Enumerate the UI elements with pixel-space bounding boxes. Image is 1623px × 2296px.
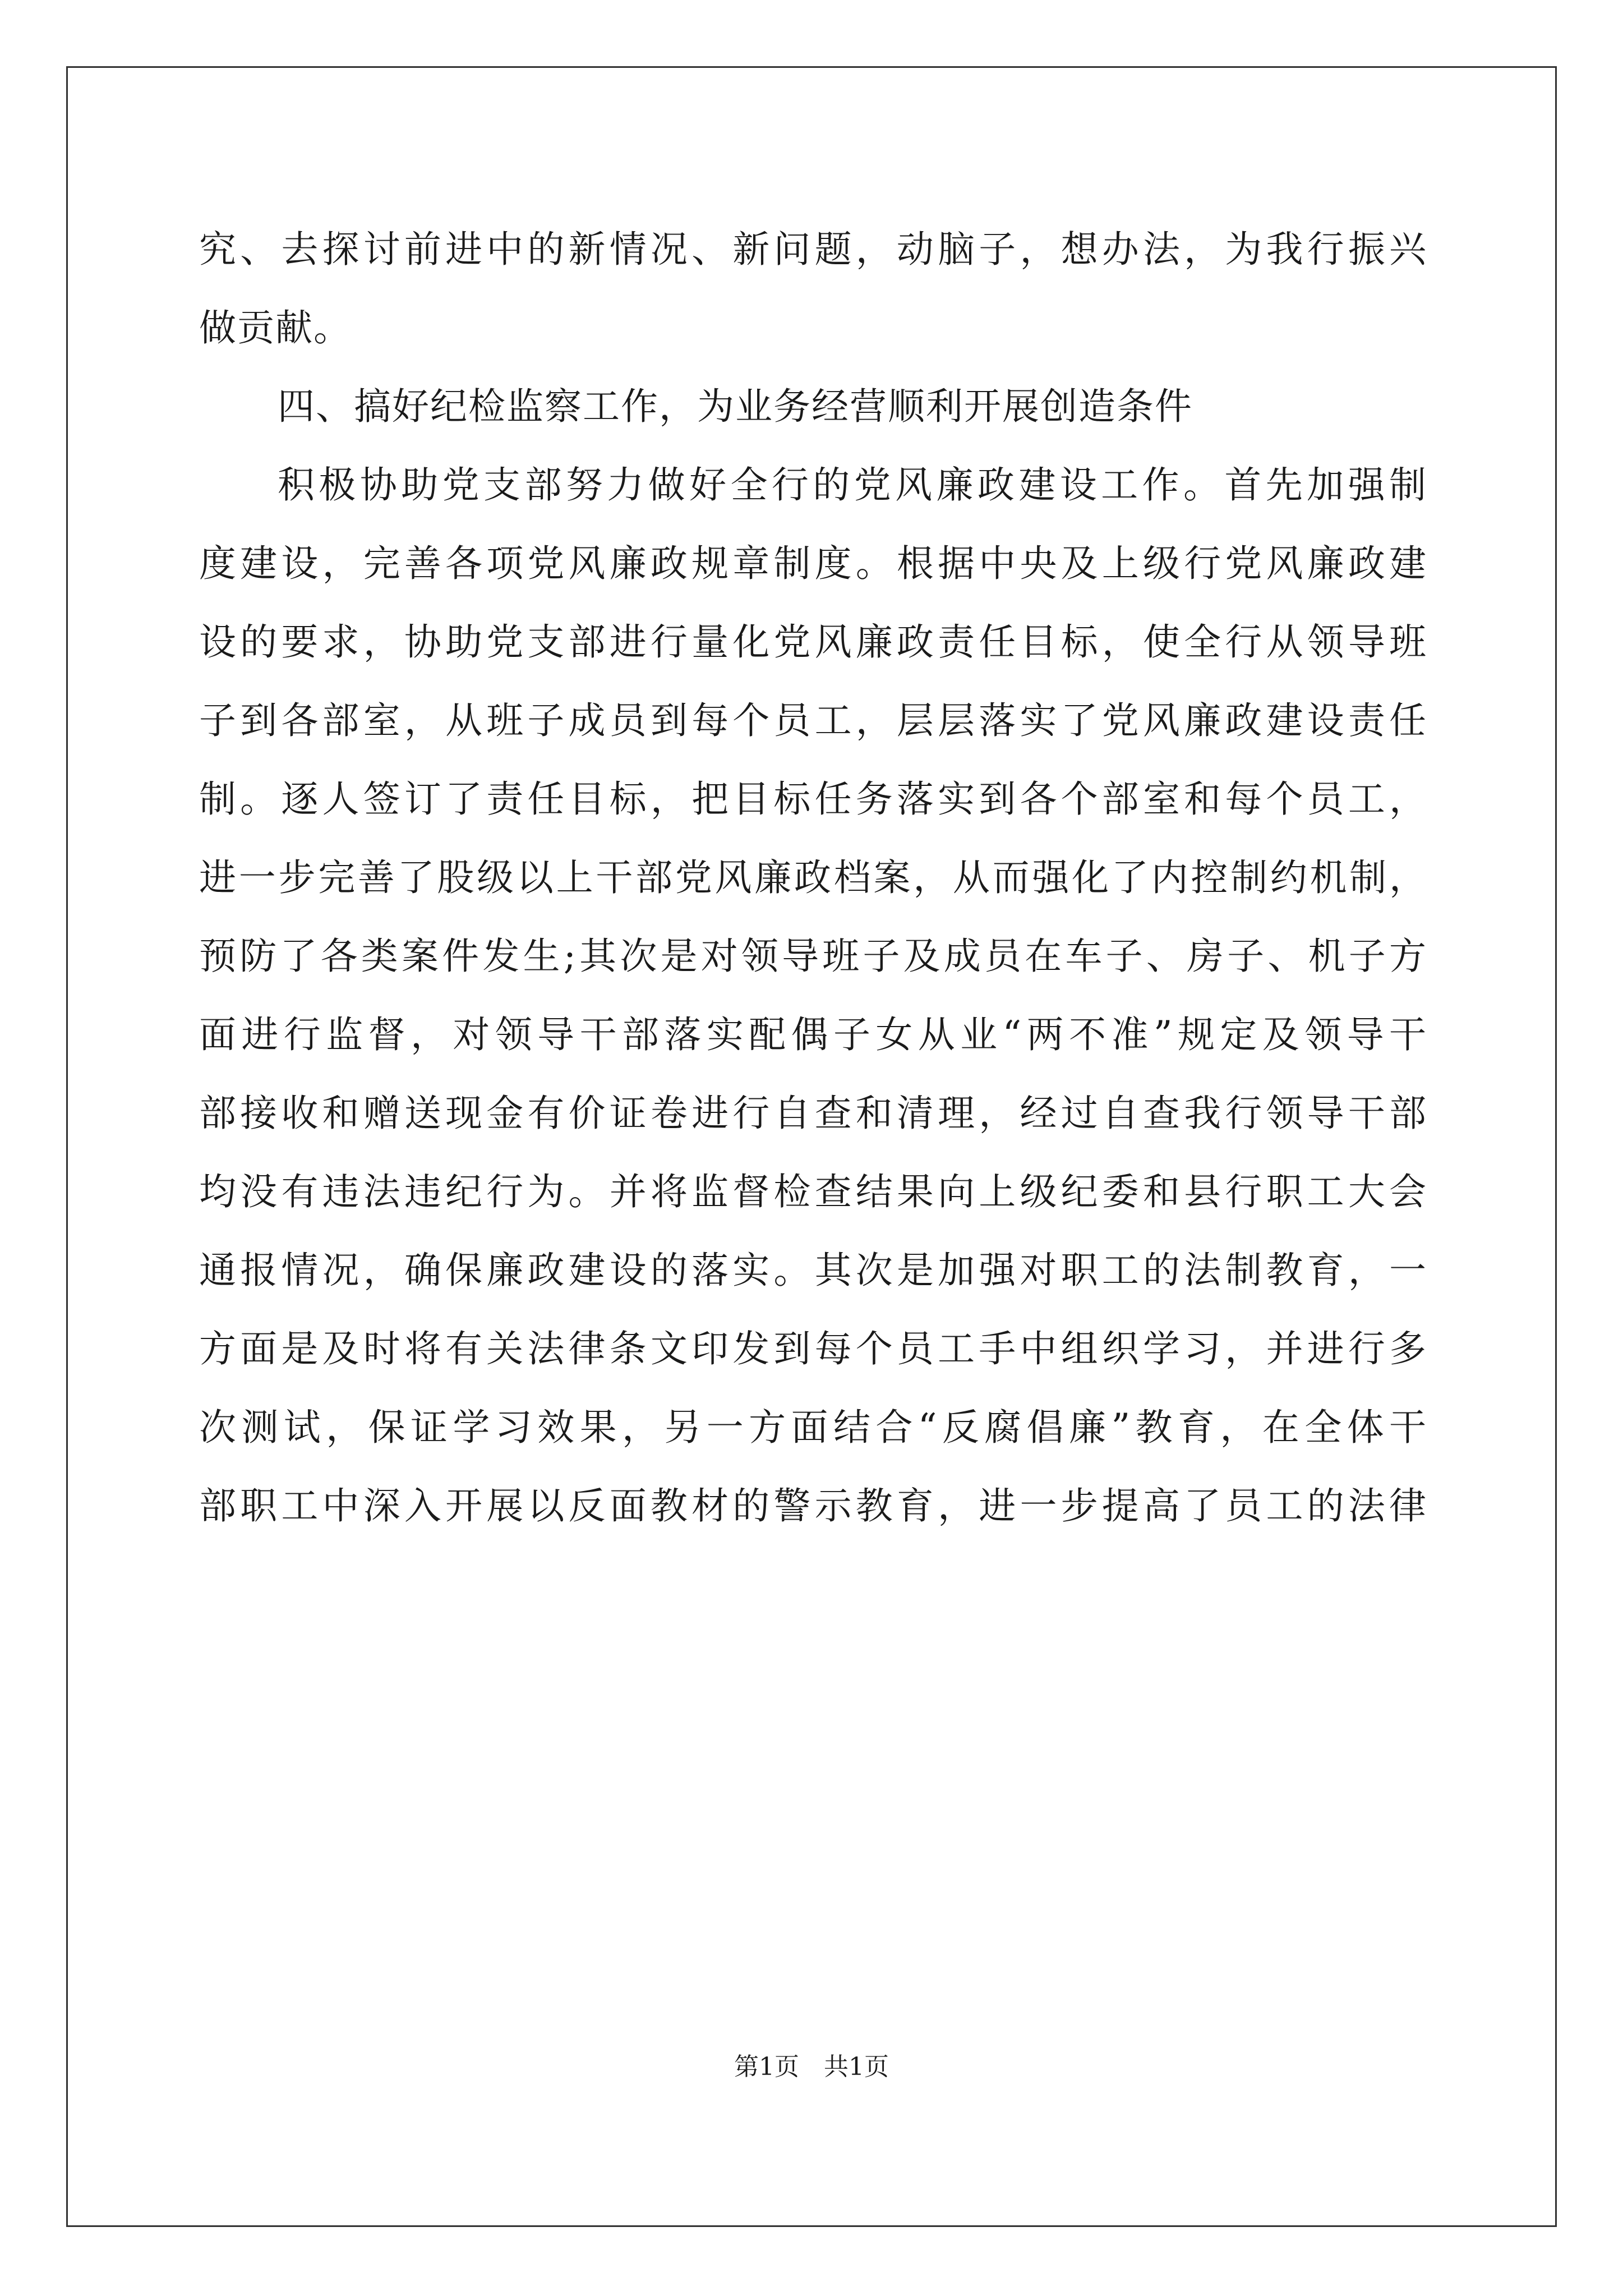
body-line: 部接收和赠送现金有价证卷进行自查和清理，经过自查我行领导干部 [199, 1092, 1427, 1135]
body-line: 预防了各类案件发生;其次是对领导班子及成员在车子、房子、机子方 [199, 935, 1427, 978]
body-line: 究、去探讨前进中的新情况、新问题，动脑子，想办法，为我行振兴 [199, 228, 1427, 271]
body-line: 子到各部室，从班子成员到每个员工，层层落实了党风廉政建设责任 [199, 699, 1427, 742]
body-line: 部职工中深入开展以反面教材的警示教育，进一步提高了员工的法律 [199, 1484, 1427, 1527]
body-line: 设的要求，协助党支部进行量化党风廉政责任目标，使全行从领导班 [199, 620, 1427, 664]
body-line: 度建设，完善各项党风廉政规章制度。根据中央及上级行党风廉政建 [199, 542, 1427, 585]
body-line: 次测试，保证学习效果，另一方面结合“反腐倡廉”教育，在全体干 [199, 1406, 1427, 1449]
body-line: 制。逐人签订了责任目标，把目标任务落实到各个部室和每个员工， [199, 777, 1427, 821]
body-line: 通报情况，确保廉政建设的落实。其次是加强对职工的法制教育，一 [199, 1249, 1427, 1292]
document-body [199, 210, 1427, 1545]
body-line: 进一步完善了股级以上干部党风廉政档案，从而强化了内控制约机制， [199, 856, 1427, 899]
section-heading: 四、搞好纪检监察工作，为业务经营顺利开展创造条件 [278, 385, 1193, 428]
body-line: 做贡献。 [199, 306, 352, 349]
body-line: 积极协助党支部努力做好全行的党风廉政建设工作。首先加强制 [278, 463, 1427, 507]
body-line: 方面是及时将有关法律条文印发到每个员工手中组织学习，并进行多 [199, 1327, 1427, 1370]
body-line: 均没有违法违纪行为。并将监督检查结果向上级纪委和县行职工大会 [199, 1170, 1427, 1213]
page-number: 第1页 共1页 [734, 2053, 889, 2081]
body-line: 面进行监督，对领导干部落实配偶子女从业“两不准”规定及领导干 [199, 1013, 1427, 1056]
